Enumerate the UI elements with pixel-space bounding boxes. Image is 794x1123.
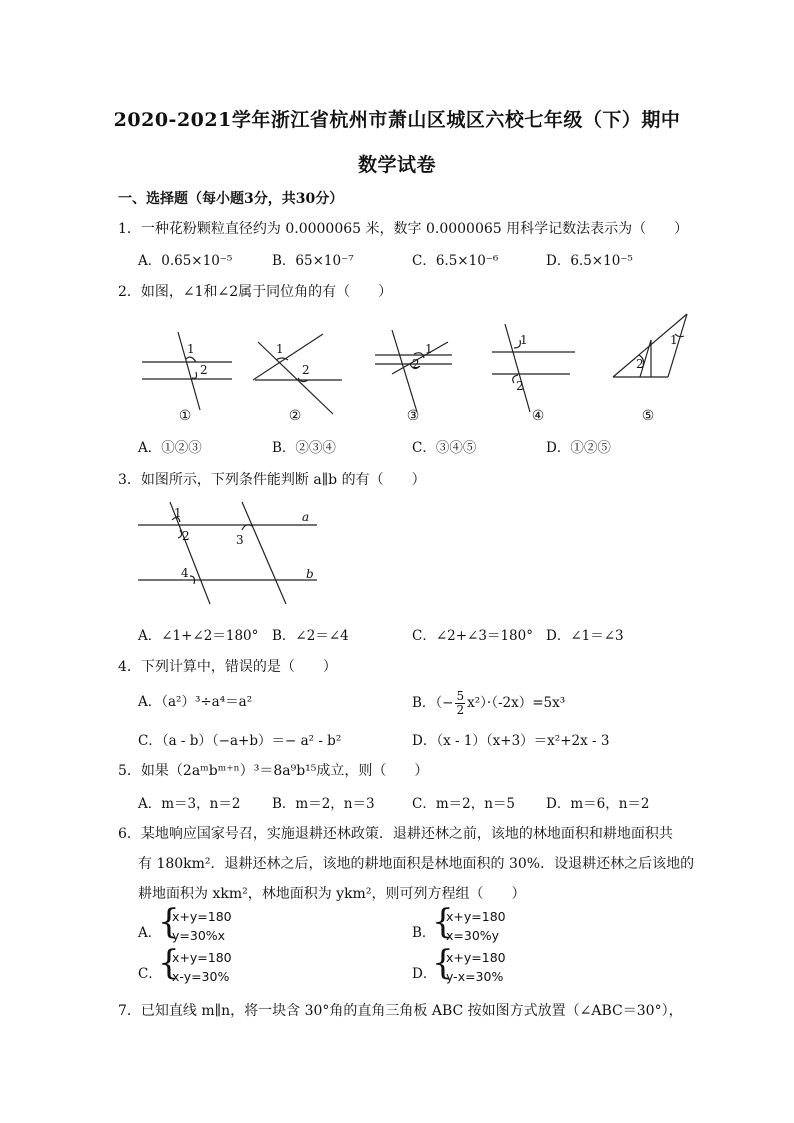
q5-option-a: A．m＝3，n＝2 <box>138 796 241 812</box>
q6-option-a-eq1: x+y=180 <box>172 909 232 924</box>
q5-option-b: B．m＝2，n＝3 <box>272 796 375 812</box>
q2-figure-3 <box>375 330 452 412</box>
svg-text:2: 2 <box>182 529 190 543</box>
svg-text:2: 2 <box>302 363 310 377</box>
q2-figure-label-3: ③ <box>406 408 420 424</box>
question-5-text: 5．如果（2aᵐbᵐ⁺ⁿ）³＝8a⁹b¹⁵成立，则（ ） <box>118 763 429 779</box>
q3-option-a: A．∠1+∠2＝180° <box>138 628 259 644</box>
q2-figures <box>130 312 700 427</box>
q4-fraction-denominator: 2 <box>456 703 465 717</box>
q6-option-b-brace: { <box>432 902 454 942</box>
svg-text:2: 2 <box>200 363 208 377</box>
q6-option-b-system <box>446 907 506 945</box>
svg-text:1: 1 <box>520 333 528 347</box>
q3-figure <box>132 500 332 608</box>
exam-title-line1: 2020-2021学年浙江省杭州市萧山区城区六校七年级（下）期中 <box>113 109 681 131</box>
q6-option-a-label: A． <box>138 925 162 941</box>
q4-option-d: D．（x - 1）（x+3）＝x²+2x - 3 <box>412 733 610 749</box>
q2-option-b: B．②③④ <box>272 440 336 456</box>
q4-option-b-suffix: x²）·（-2x）=5x³ <box>467 695 566 711</box>
q3-option-d: D．∠1＝∠3 <box>546 628 624 644</box>
q4-option-b-prefix: B．（− <box>412 695 454 711</box>
q5-option-d: D．m＝6，n＝2 <box>546 796 650 812</box>
q4-fraction-numerator: 5 <box>456 689 465 703</box>
q6-option-c-eq1: x+y=180 <box>172 950 232 965</box>
question-6-line-2: 有 180km²．退耕还林之后，该地的耕地面积是林地面积的 30%．设退耕还林之后该地的 <box>138 856 695 872</box>
q6-option-c-system <box>172 948 232 986</box>
q3-option-c: C．∠2+∠3＝180° <box>412 628 533 644</box>
q2-figure-label-1: ① <box>178 408 192 424</box>
q6-option-d-brace: { <box>432 943 454 983</box>
svg-text:2: 2 <box>412 357 420 371</box>
q1-option-b: B．65×10⁻⁷ <box>272 253 354 269</box>
q3-option-b: B．∠2＝∠4 <box>272 628 349 644</box>
q2-figure-4 <box>492 324 575 412</box>
svg-text:4: 4 <box>181 566 189 580</box>
svg-text:b: b <box>306 567 314 581</box>
svg-text:1: 1 <box>670 333 678 347</box>
section-heading: 一、选择题（每小题3分，共30分） <box>118 191 344 207</box>
q6-option-d-eq1: x+y=180 <box>446 950 506 965</box>
svg-text:2: 2 <box>516 379 524 393</box>
question-4-text: 4．下列计算中，错误的是（ ） <box>118 659 337 675</box>
svg-text:1: 1 <box>425 342 433 356</box>
q6-option-d-eq2: y-x=30% <box>446 969 504 984</box>
q6-option-b-eq2: x=30%y <box>446 928 500 943</box>
q2-option-c: C．③④⑤ <box>412 440 477 456</box>
question-2-text: 2．如图，∠1和∠2属于同位角的有（ ） <box>118 284 393 300</box>
question-1-text: 1．一种花粉颗粒直径约为 0.0000065 米，数字 0.0000065 用科学记数法表示为（ ） <box>118 221 689 237</box>
svg-text:1: 1 <box>276 342 284 356</box>
question-6-line-3: 耕地面积为 xkm²，林地面积为 ykm²，则可列方程组（ ） <box>138 886 526 902</box>
svg-text:1: 1 <box>187 342 195 356</box>
q1-option-a: A．0.65×10⁻⁵ <box>138 253 233 269</box>
q2-figure-label-4: ④ <box>531 408 545 424</box>
q4-option-a: A．（a²）³÷a⁴＝a² <box>138 694 253 710</box>
q6-option-c-eq2: x-y=30% <box>172 969 230 984</box>
q4-option-c: C．（a - b）（−a+b）＝− a² - b² <box>138 733 342 749</box>
q1-option-c: C．6.5×10⁻⁶ <box>412 253 499 269</box>
q6-option-b-eq1: x+y=180 <box>446 909 506 924</box>
q6-option-c-label: C． <box>138 966 162 982</box>
q2-option-a: A．①②③ <box>138 440 202 456</box>
q1-option-d: D．6.5×10⁻⁵ <box>546 253 633 269</box>
q4-option-b <box>412 690 565 717</box>
q6-option-a-eq2: y=30%x <box>172 928 226 943</box>
q5-option-c: C．m＝2，n＝5 <box>412 796 516 812</box>
q2-figure-2 <box>253 334 342 414</box>
q6-option-d-label: D． <box>412 966 437 982</box>
exam-title-line2: 数学试卷 <box>357 154 436 176</box>
question-7-text: 7．已知直线 m∥n，将一块含 30°角的直角三角板 ABC 按如图方式放置（∠ABC＝30°）， <box>118 1003 683 1019</box>
svg-text:2: 2 <box>636 357 644 371</box>
svg-text:3: 3 <box>236 533 244 547</box>
svg-text:1: 1 <box>174 506 182 520</box>
q6-option-c-brace: { <box>158 943 180 983</box>
question-6-line-1: 6．某地响应国家号召，实施退耕还林政策．退耕还林之前，该地的林地面积和耕地面积共 <box>118 826 673 842</box>
svg-text:a: a <box>302 510 310 524</box>
q6-option-a-brace: { <box>158 902 180 942</box>
q2-option-d: D．①②⑤ <box>546 440 611 456</box>
q6-option-d-system <box>446 948 506 986</box>
q6-option-a-system <box>172 907 232 945</box>
question-3-text: 3．如图所示，下列条件能判断 a∥b 的有（ ） <box>118 472 426 488</box>
q4-fraction <box>455 690 465 717</box>
q6-option-b-label: B． <box>412 925 436 941</box>
q2-figure-label-2: ② <box>288 408 302 424</box>
q2-figure-label-5: ⑤ <box>641 408 655 424</box>
